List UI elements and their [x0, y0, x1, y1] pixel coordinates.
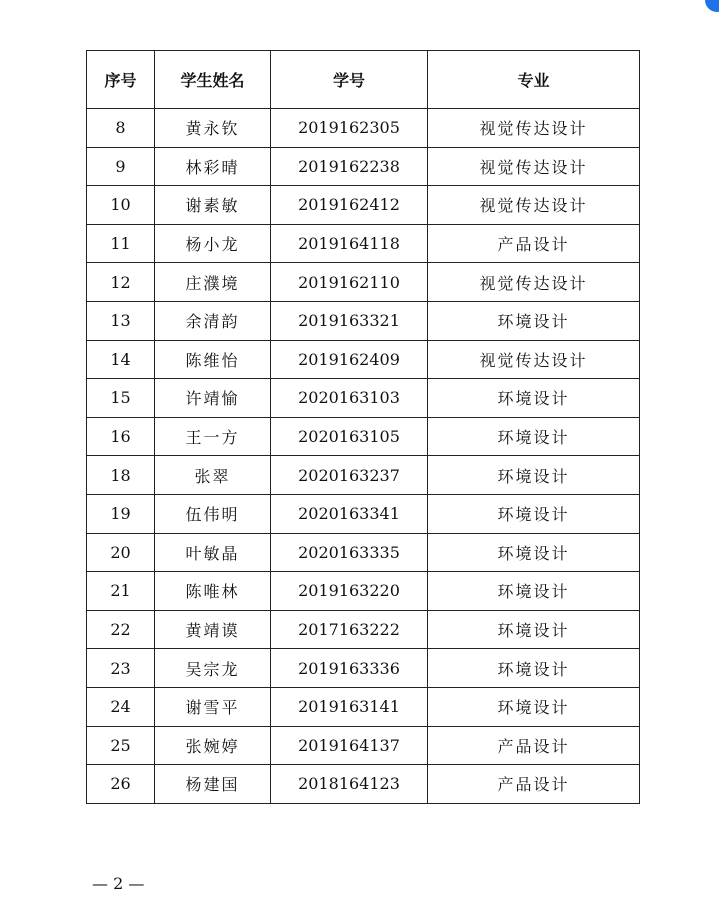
table-row: [87, 649, 640, 688]
student-name-cell: 伍伟明: [155, 494, 271, 533]
major-cell: 环境设计: [428, 533, 640, 572]
table-row: [87, 533, 640, 572]
student-id-cell: 2017163222: [271, 610, 428, 649]
serial-number-cell: 16: [87, 417, 155, 456]
student-name-cell: 余清韵: [155, 301, 271, 340]
serial-number-cell: 20: [87, 533, 155, 572]
table-row: [87, 456, 640, 495]
major-cell: 视觉传达设计: [428, 109, 640, 148]
student-id-cell: 2019162409: [271, 340, 428, 379]
header-serial-number: 序号: [87, 51, 155, 109]
student-id-cell: 2019163220: [271, 572, 428, 611]
table-row: [87, 417, 640, 456]
major-cell: 环境设计: [428, 572, 640, 611]
major-cell: 环境设计: [428, 649, 640, 688]
major-cell: 环境设计: [428, 379, 640, 418]
table-row: [87, 340, 640, 379]
major-cell: 产品设计: [428, 224, 640, 263]
student-name-cell: 黄永钦: [155, 109, 271, 148]
major-cell: 视觉传达设计: [428, 186, 640, 225]
student-id-cell: 2020163105: [271, 417, 428, 456]
table-row: [87, 147, 640, 186]
serial-number-cell: 14: [87, 340, 155, 379]
serial-number-cell: 19: [87, 494, 155, 533]
major-cell: 环境设计: [428, 687, 640, 726]
serial-number-cell: 11: [87, 224, 155, 263]
table-row: [87, 379, 640, 418]
student-name-cell: 张婉婷: [155, 726, 271, 765]
serial-number-cell: 24: [87, 687, 155, 726]
header-student-id: 学号: [271, 51, 428, 109]
serial-number-cell: 15: [87, 379, 155, 418]
serial-number-cell: 8: [87, 109, 155, 148]
student-id-cell: 2020163103: [271, 379, 428, 418]
student-name-cell: 谢素敏: [155, 186, 271, 225]
student-name-cell: 吴宗龙: [155, 649, 271, 688]
student-id-cell: 2019163336: [271, 649, 428, 688]
table-row: [87, 263, 640, 302]
table-row: [87, 224, 640, 263]
table-row: [87, 186, 640, 225]
table-row: [87, 572, 640, 611]
student-id-cell: 2019162412: [271, 186, 428, 225]
table-body: [87, 109, 640, 804]
student-name-cell: 叶敏晶: [155, 533, 271, 572]
student-id-cell: 2019163321: [271, 301, 428, 340]
table-row: [87, 610, 640, 649]
serial-number-cell: 18: [87, 456, 155, 495]
student-id-cell: 2020163237: [271, 456, 428, 495]
student-name-cell: 林彩晴: [155, 147, 271, 186]
major-cell: 视觉传达设计: [428, 340, 640, 379]
serial-number-cell: 13: [87, 301, 155, 340]
page-number: — 2 —: [92, 874, 145, 893]
student-id-cell: 2019162110: [271, 263, 428, 302]
table-row: [87, 109, 640, 148]
student-name-cell: 王一方: [155, 417, 271, 456]
serial-number-cell: 21: [87, 572, 155, 611]
table-row: [87, 687, 640, 726]
student-id-cell: 2020163335: [271, 533, 428, 572]
serial-number-cell: 10: [87, 186, 155, 225]
table-row: [87, 494, 640, 533]
table-row: [87, 765, 640, 804]
serial-number-cell: 22: [87, 610, 155, 649]
major-cell: 产品设计: [428, 765, 640, 804]
table-header-row: [87, 51, 640, 109]
table-row: [87, 301, 640, 340]
header-student-name: 学生姓名: [155, 51, 271, 109]
student-name-cell: 黄靖谟: [155, 610, 271, 649]
student-name-cell: 陈维怡: [155, 340, 271, 379]
student-id-cell: 2019162238: [271, 147, 428, 186]
student-id-cell: 2019164137: [271, 726, 428, 765]
major-cell: 环境设计: [428, 301, 640, 340]
serial-number-cell: 23: [87, 649, 155, 688]
major-cell: 视觉传达设计: [428, 147, 640, 186]
table-row: [87, 726, 640, 765]
student-name-cell: 张翠: [155, 456, 271, 495]
student-name-cell: 杨建国: [155, 765, 271, 804]
student-id-cell: 2019162305: [271, 109, 428, 148]
header-major: 专业: [428, 51, 640, 109]
major-cell: 视觉传达设计: [428, 263, 640, 302]
major-cell: 产品设计: [428, 726, 640, 765]
serial-number-cell: 26: [87, 765, 155, 804]
student-name-cell: 庄濮境: [155, 263, 271, 302]
major-cell: 环境设计: [428, 417, 640, 456]
serial-number-cell: 9: [87, 147, 155, 186]
student-id-cell: 2018164123: [271, 765, 428, 804]
major-cell: 环境设计: [428, 610, 640, 649]
student-name-cell: 许靖愉: [155, 379, 271, 418]
student-id-cell: 2019164118: [271, 224, 428, 263]
student-id-cell: 2020163341: [271, 494, 428, 533]
serial-number-cell: 25: [87, 726, 155, 765]
corner-dot-icon: [705, 0, 719, 12]
student-name-cell: 谢雪平: [155, 687, 271, 726]
student-roster-table: [86, 50, 640, 804]
student-name-cell: 杨小龙: [155, 224, 271, 263]
serial-number-cell: 12: [87, 263, 155, 302]
major-cell: 环境设计: [428, 456, 640, 495]
student-id-cell: 2019163141: [271, 687, 428, 726]
major-cell: 环境设计: [428, 494, 640, 533]
student-name-cell: 陈唯林: [155, 572, 271, 611]
